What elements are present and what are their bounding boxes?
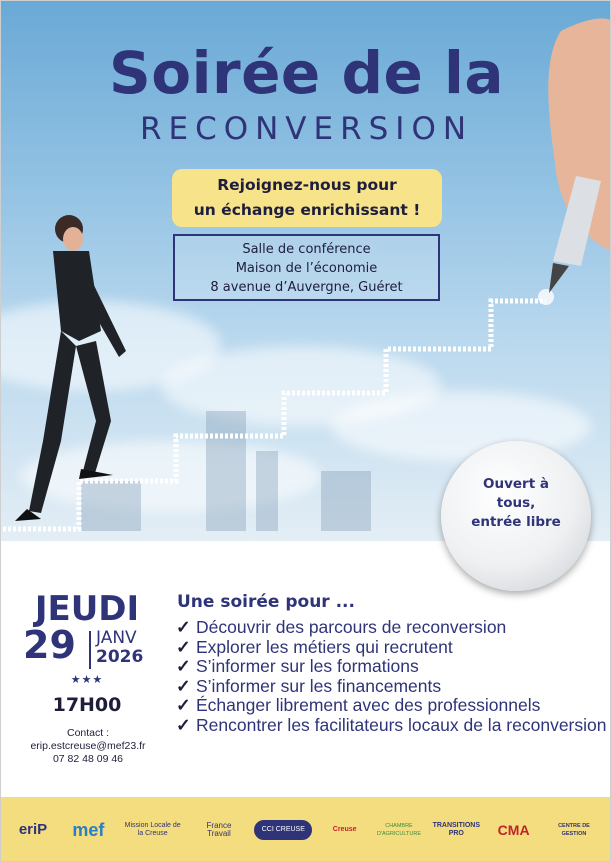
check-icon: ✓	[176, 695, 191, 716]
list-item	[176, 696, 611, 716]
list-item-text: Découvrir des parcours de reconversion	[196, 617, 507, 637]
transitions-pro-logo: TRANSITIONS PRO	[432, 822, 481, 837]
badge-line3: entrée libre	[471, 514, 561, 530]
check-icon: ✓	[176, 656, 191, 677]
france-travail-logo: France Travail	[206, 821, 232, 838]
list-item	[176, 716, 611, 736]
badge-line2: tous,	[496, 495, 536, 511]
creuse-logo: Creuse	[332, 826, 357, 833]
list-item-text: S’informer sur les financements	[196, 675, 442, 696]
mef-logo: mef	[72, 820, 105, 840]
contact-label: Contact :	[66, 727, 110, 739]
venue-line3: 8 avenue d’Auvergne, Guéret	[210, 280, 403, 295]
date-divider	[89, 631, 91, 669]
list-item-text: S’informer sur les formations	[196, 656, 419, 677]
contact-phone[interactable]: 07 82 48 09 46	[52, 753, 124, 765]
list-item-text: Échanger librement avec des professionnels	[196, 695, 541, 716]
check-icon: ✓	[176, 636, 191, 657]
badge-line1: Ouvert à	[483, 476, 549, 492]
mission-locale-logo: Mission Locale de la Creuse	[124, 822, 181, 837]
tagline-box	[172, 169, 442, 227]
stars-icon: ★★★	[70, 674, 104, 686]
list-item	[176, 677, 611, 697]
month: JANV	[96, 628, 137, 648]
tagline-line2: un échange enrichissant !	[193, 201, 421, 219]
contact-block	[13, 727, 163, 766]
program-title: Une soirée pour ...	[177, 592, 355, 612]
title-line2: RECONVERSION	[139, 111, 474, 147]
check-icon: ✓	[176, 675, 191, 696]
cci-logo: CCI CREUSE	[254, 820, 312, 840]
list-item-text: Rencontrer les facilitateurs locaux de la reconversion	[196, 714, 607, 735]
partner-logos-bar	[1, 797, 611, 862]
list-item	[176, 638, 611, 658]
woman-climbing-icon	[15, 215, 126, 521]
venue-box	[173, 234, 440, 301]
venue-line1: Salle de conférence	[242, 242, 371, 257]
venue-line2: Maison de l’économie	[235, 261, 378, 276]
event-time: 17H00	[52, 694, 122, 716]
tagline-line1: Rejoignez-nous pour	[217, 176, 397, 194]
erip-logo: eriP	[18, 821, 48, 838]
cma-logo: CMA	[497, 822, 530, 838]
title-line1: Soirée de la	[108, 39, 505, 107]
program-list	[176, 618, 611, 736]
check-icon: ✓	[176, 617, 191, 637]
contact-email[interactable]: erip.estcreuse@mef23.fr	[30, 740, 146, 752]
open-to-all-sticker	[441, 441, 591, 591]
list-item	[176, 618, 611, 638]
check-icon: ✓	[176, 714, 191, 735]
list-item	[176, 657, 611, 677]
day-name: JEUDI	[34, 589, 140, 629]
centre-gestion-logo: CENTRE DE GESTION	[558, 823, 590, 837]
year: 2026	[96, 647, 144, 667]
list-item-text: Explorer les métiers qui recrutent	[196, 636, 453, 657]
chambre-agriculture-logo: CHAMBRE D'AGRICULTURE	[376, 823, 421, 837]
day-number: 29	[23, 623, 76, 667]
